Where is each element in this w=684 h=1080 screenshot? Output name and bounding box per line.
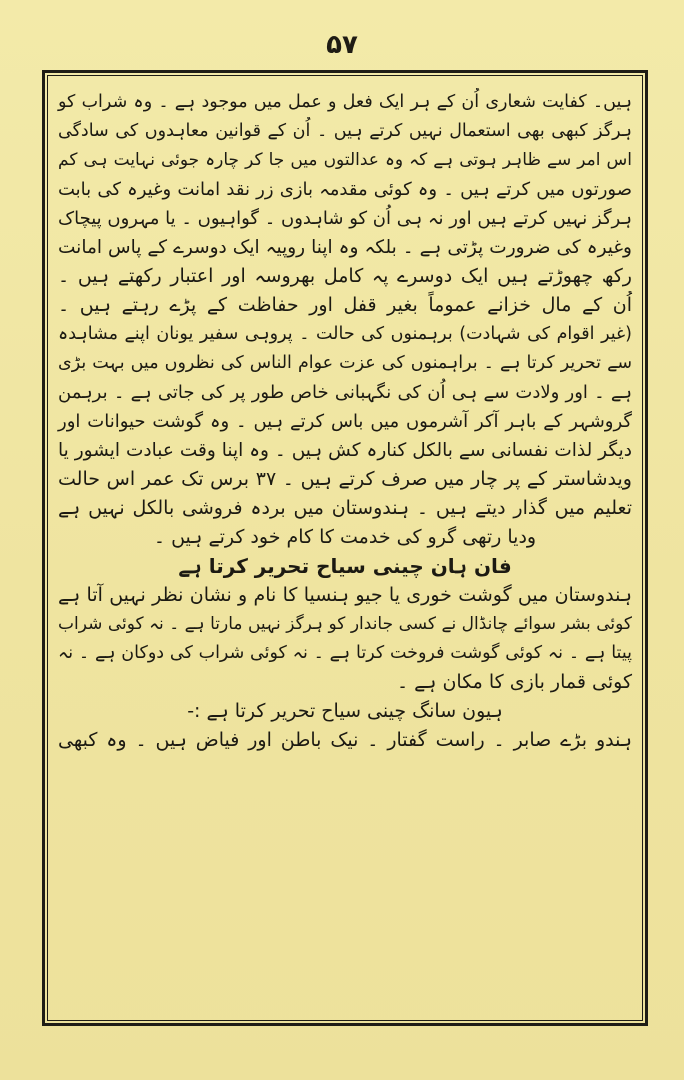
text-line: تعلیم میں گذار دیتے ہیں ۔ ہندوستان میں بردہ فروشی بالکل نہیں ہے xyxy=(58,497,632,519)
text-line: پیتا ہے ۔ نہ کوئی گوشت فروخت کرتا ہے ۔ نہ کوئی شراب کی دوکان ہے ۔ نہ xyxy=(58,643,632,663)
text-line: ہیں۔ کفایت شعاری اُن کے ہر ایک فعل و عمل میں موجود ہے ۔ وہ شراب کو xyxy=(58,92,632,112)
text-line: صورتوں میں کرتے ہیں ۔ وہ کوئی مقدمہ بازی زر نقد امانت وغیرہ کی بابت xyxy=(58,179,632,200)
text-line: ودیا رتھی گرو کی خدمت کا کام خود کرتے ہیں ۔ xyxy=(153,526,537,548)
text-line: سے تحریر کرتا ہے ۔ براہمنوں کی عزت عوام الناس کی نظروں میں بہت بڑی xyxy=(58,353,632,373)
text-line: گروشہر کے باہر آکر آشرموں میں باس کرتے ہیں ۔ وہ گوشت حیوانات اور xyxy=(58,411,632,432)
text-line: وغیرہ کی ضرورت پڑتی ہے ۔ بلکہ وہ اپنا روپیہ ایک دوسرے کے پاس امانت xyxy=(58,237,632,258)
text-line: رکھ چھوڑتے ہیں ایک دوسرے پہ کامل بھروسہ اور اعتبار رکھتے ہیں ۔ xyxy=(58,265,632,287)
section-heading: فان ہان چینی سیاح تحریر کرتا ہے xyxy=(178,554,512,578)
text-line: کوئی قمار بازی کا مکان ہے ۔ xyxy=(396,671,632,693)
text-line: (غیر اقوام کی شہادت) برہمنوں کی حالت ۔ پروہی سفیر یونان اپنے مشاہدہ xyxy=(58,324,632,344)
section-heading: ہیون سانگ چینی سیاح تحریر کرتا ہے :- xyxy=(187,700,503,722)
text-line: ہرگز نہیں کرتے ہیں اور نہ ہی اُن کو شاہدوں ۔ گواہیوں ۔ یا مہروں پیچاک xyxy=(58,208,632,229)
text-line: ہندو بڑے صابر ۔ راست گفتار ۔ نیک باطن اور فیاض ہیں ۔ وہ کبھی xyxy=(58,729,632,751)
text-line: اس امر سے ظاہر ہوتی ہے کہ وہ عدالتوں میں جا کر چارہ جوئی نہایت ہی کم xyxy=(58,150,632,170)
text-line: ہندوستان میں گوشت خوری یا جیو ہنسیا کا نام و نشان نظر نہیں آتا ہے xyxy=(58,584,632,606)
text-line: ویدشاستر کے پر چار میں صرف کرتے ہیں ۔ ۳۷ برس تک عمر اس حالت xyxy=(58,468,632,490)
text-line: کوئی بشر سوائے چانڈال نے کسی جاندار کو ہرگز نہیں مارتا ہے ۔ نہ کوئی شراب xyxy=(58,614,632,634)
text-line: دیگر لذات نفسانی سے بالکل کنارہ کش ہیں ۔ وہ اپنا وقت عبادت ایشور یا xyxy=(58,440,632,461)
text-line: اُن کے مال خزانے عموماً بغیر قفل اور حفاظت کے پڑے رہتے ہیں ۔ xyxy=(58,294,632,316)
body-text xyxy=(52,88,638,755)
page-number: ۵۷ xyxy=(326,30,358,60)
text-line: ہے ۔ اور ولادت سے ہی اُن کی نگہبانی خاص طور پر کی جاتی ہے ۔ برہمن xyxy=(58,382,632,403)
text-line: ہرگز کبھی بھی استعمال نہیں کرتے ہیں ۔ اُن کے قوانین معاہدوں کی سادگی xyxy=(58,121,632,141)
